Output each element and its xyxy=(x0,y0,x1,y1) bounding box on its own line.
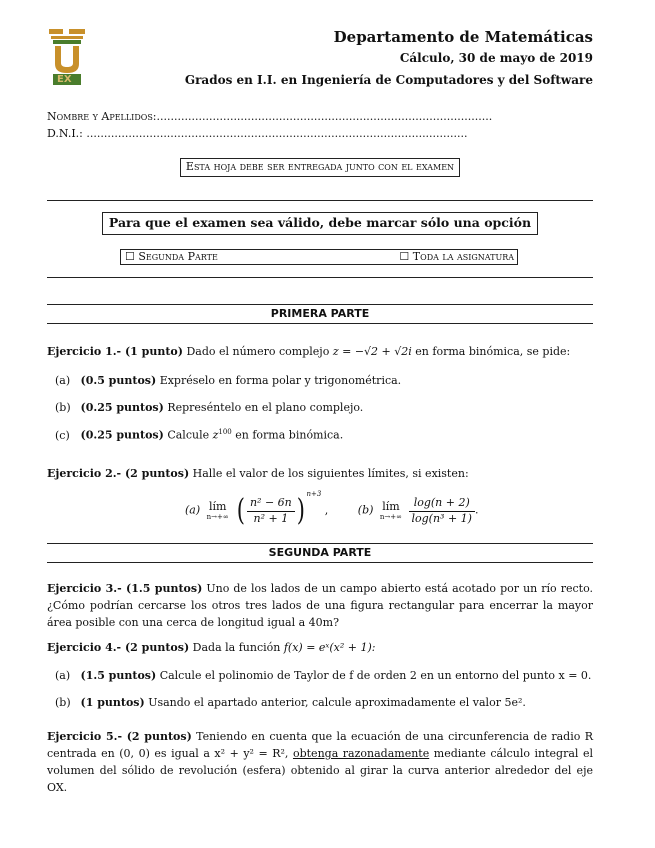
notice-box: Esta hoja debe ser entregada junto con el examen xyxy=(180,158,460,177)
section-title-second: SEGUNDA PARTE xyxy=(268,546,372,559)
ex4-text: Dada la función xyxy=(192,641,281,654)
option-segunda-parte-label: Segunda Parte xyxy=(138,250,218,263)
ex4-item-a xyxy=(55,669,591,684)
ex3-text: Uno de los lados de un campo abierto está acotado por un río recto. ¿Cómo podrían cercarse los otros tres lados de una figura rectangular para encerrar la mayor área posible con una cerca de longitud igual a 40m? xyxy=(47,582,594,629)
ex5-title: Ejercicio 5.- (2 puntos) xyxy=(47,730,192,743)
ex1-c-z: z xyxy=(212,428,219,442)
ex5-text-1: Teniendo en cuenta que la ecuación de una circunferencia de radio R centrada en (0, 0) es igual a x² + y² = R², xyxy=(47,730,593,760)
lim-word: lím xyxy=(382,499,400,513)
id-dots: ............................................................................................................. xyxy=(86,127,468,140)
section-rule-top xyxy=(47,304,593,305)
name-label: Nombre y Apellidos: xyxy=(47,110,157,123)
ex4-b-text: Usando el apartado anterior, calcule aproximadamente el valor 5e². xyxy=(148,696,526,709)
ex1-b-points: (0.25 puntos) xyxy=(80,401,164,414)
exercise-1 xyxy=(47,345,593,360)
ex2-a-num: n² − 6n xyxy=(247,496,295,512)
validity-note: Para que el examen sea válido, debe marcar sólo una opción xyxy=(102,212,538,235)
lim-sub: n→+∞ xyxy=(206,512,229,521)
checkbox-icon[interactable]: ☐ xyxy=(125,250,135,263)
section2-rule-top xyxy=(47,543,593,544)
section2-rule-bottom xyxy=(47,562,593,563)
ex2-b-lim xyxy=(380,500,402,522)
ex3-title: Ejercicio 3.- (1.5 puntos) xyxy=(47,582,203,595)
ex4-b-points: (1 puntos) xyxy=(80,696,145,709)
validity-wrapper xyxy=(47,212,593,235)
ex2-b-label: (b) xyxy=(357,503,374,517)
ex4-a-points: (1.5 puntos) xyxy=(80,669,157,682)
ex1-item-b xyxy=(55,401,363,416)
ex1-c-text-2: en forma binómica. xyxy=(235,428,344,442)
lim-word: lím xyxy=(208,499,227,513)
ex2-b-fraction xyxy=(409,496,475,527)
ex1-b-label: (b) xyxy=(55,401,71,414)
checkbox-icon[interactable]: ☐ xyxy=(399,250,410,263)
section-title-first: PRIMERA PARTE xyxy=(270,307,370,320)
ex1-c-points: (0.25 puntos) xyxy=(80,428,164,442)
ex2-a-fraction xyxy=(247,496,295,527)
ex1-text: Dado el número complejo xyxy=(186,345,330,358)
ex4-item-b xyxy=(55,696,526,711)
paren-right: ) xyxy=(296,492,305,528)
exercise-3 xyxy=(47,580,593,631)
option-segunda-parte[interactable] xyxy=(125,250,218,265)
id-label: D.N.I.: xyxy=(47,127,83,140)
course-date: Cálculo, 30 de mayo de 2019 xyxy=(399,51,593,65)
ex1-a-label: (a) xyxy=(55,374,71,387)
ex2-sep: , xyxy=(324,503,329,517)
option-toda-asignatura[interactable] xyxy=(399,250,514,265)
logo-letters-ex: EX xyxy=(57,74,72,85)
divider-1 xyxy=(47,200,593,201)
ex1-c-text-1: Calcule xyxy=(167,428,210,442)
ex2-a-den: n² + 1 xyxy=(253,511,289,525)
ex1-text-end: en forma binómica, se pide: xyxy=(415,345,571,358)
paren-left: ( xyxy=(236,492,246,528)
ex2-title: Ejercicio 2.- (2 puntos) xyxy=(47,467,190,480)
ex2-text: Halle el valor de los siguientes límites, si existen: xyxy=(192,467,469,480)
ex1-c-label: (c) xyxy=(55,428,70,442)
name-field xyxy=(47,110,593,125)
name-dots: ................................................................................................ xyxy=(156,110,493,123)
ex2-b-num: log(n + 2) xyxy=(409,496,475,512)
ex2-a-lim xyxy=(207,500,229,522)
ex5-underlined: obtenga razonadamente xyxy=(292,747,430,760)
ex1-item-c xyxy=(55,428,343,444)
option-toda-asignatura-label: Toda la asignatura xyxy=(412,250,514,263)
ex4-a-label: (a) xyxy=(55,669,71,682)
exercise-4 xyxy=(47,641,593,656)
ex4-title: Ejercicio 4.- (2 puntos) xyxy=(47,641,190,654)
ex2-limits xyxy=(185,490,478,534)
ex2-a-label: (a) xyxy=(185,503,201,517)
ex1-a-points: (0.5 puntos) xyxy=(80,374,157,387)
ex4-b-label: (b) xyxy=(55,696,71,709)
ex1-title: Ejercicio 1.- (1 punto) xyxy=(47,345,183,358)
university-logo xyxy=(47,27,87,87)
degrees-line: Grados en I.I. en Ingeniería de Computadores y del Software xyxy=(184,73,593,87)
ex4-formula: f(x) = eˣ(x² + 1): xyxy=(283,641,376,654)
ex2-a-exp: n+3 xyxy=(306,490,322,498)
id-field xyxy=(47,127,593,142)
lim-sub: n→+∞ xyxy=(379,512,402,521)
ex1-formula: z = −√2 + √2i xyxy=(332,345,412,358)
ex2-b-den: log(n³ + 1) xyxy=(411,511,472,525)
department-title: Departamento de Matemáticas xyxy=(333,28,593,46)
exercise-2 xyxy=(47,467,593,482)
options-box xyxy=(120,249,518,265)
section-rule-bottom xyxy=(47,323,593,324)
ex5-text-2: mediante cálculo integral el volumen del sólido de revolución (esfera) obtenido al girar la curva anterior alrededor del eje OX. xyxy=(47,747,593,794)
ex1-b-text: Represéntelo en el plano complejo. xyxy=(167,401,364,414)
ex2-end: . xyxy=(474,503,479,517)
exercise-5 xyxy=(47,728,593,796)
notice-wrapper xyxy=(47,158,593,177)
ex4-a-text: Calcule el polinomio de Taylor de f de orden 2 en un entorno del punto x = 0. xyxy=(159,669,592,682)
ex1-c-exp: 100 xyxy=(218,428,232,436)
ex1-item-a xyxy=(55,374,401,389)
divider-2 xyxy=(47,277,593,278)
ex1-a-text: Expréselo en forma polar y trigonométrica. xyxy=(159,374,402,387)
